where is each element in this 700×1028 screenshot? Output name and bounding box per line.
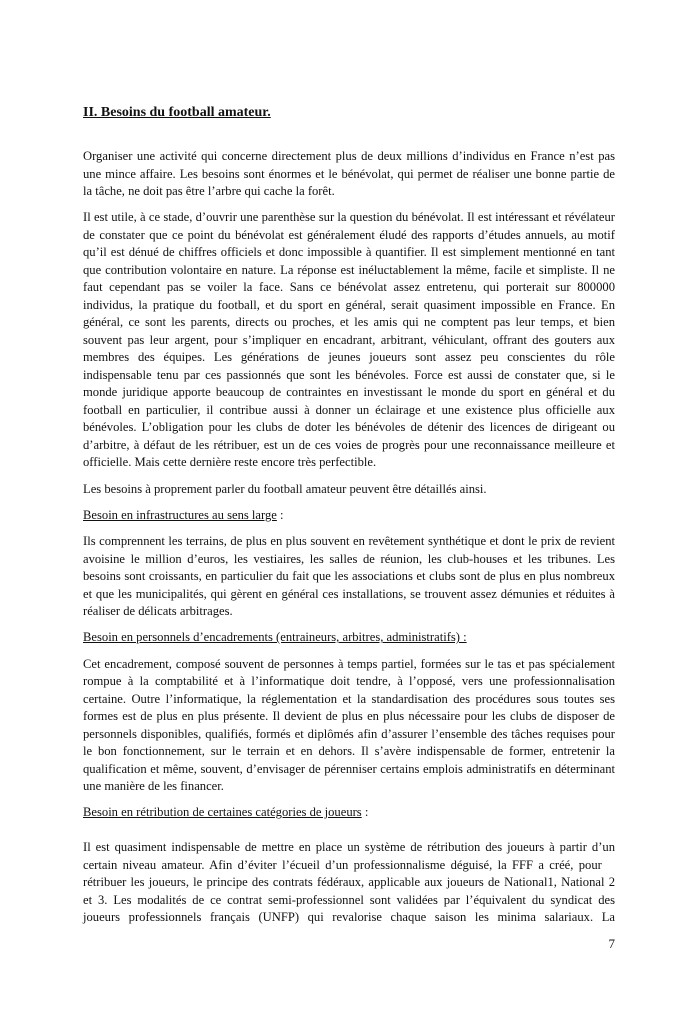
paragraph: [83, 148, 615, 201]
page-number: 7: [608, 936, 615, 951]
text-line: une manière de les financer.: [83, 779, 224, 793]
text-line: la tâche, ne doit pas être l’arbre qui cache la forêt.: [83, 184, 335, 198]
text-line: général, ce sont les parents, directs ou proches, et les amis qui ne comptent pas leur temps, et bien: [83, 315, 615, 330]
text-line: besoins sont croissants, en particulier du fait que les associations et clubs sont de plus en plus nombreux: [83, 569, 615, 583]
text-line: football en particulier, il contribue aussi à donner un éclairage et une existence plus officielle aux: [83, 402, 615, 417]
text-line: et que les municipalités, qui gèrent en général ces installations, se trouvent assez démunies et réduites à: [83, 586, 615, 601]
text-line: souvent pas leur argent, pour s’impliquer en encadrant, arbitrant, véhiculant, offrant des gouters aux: [83, 332, 615, 347]
text-line: Organiser une activité qui concerne directement plus de deux millions d’individus en France n’est pas: [83, 149, 615, 163]
text-line: et 3. Les modalités de ce contrat semi-professionnel sont validées par l’équivalent du syndicat des: [83, 892, 615, 907]
document-body: [83, 148, 615, 936]
text-line: indispensable tenu par ces passionnés que sont les bénévoles. Force est aussi de constater que, si le: [83, 367, 615, 382]
text-line: monde juridique apporte beaucoup de contraintes en investissant le monde du sport en général et du: [83, 385, 615, 400]
text-line: rétribuer les joueurs, le principe des contrats fédéraux, applicable aux joueurs de National1, National 2: [83, 875, 615, 890]
text-line: qu’il est dénué de chiffres officiels et donc impossible à quantifier. Il est simplement mentionné en tant: [83, 245, 615, 260]
text-line: rompue à la comptabilité et à l’informatique doit tendre, à l’opposé, vers une professionnalisation: [83, 674, 615, 688]
text-line: qualification et même, souvent, d’envisager de pérenniser certains emplois administratifs en déterminant: [83, 761, 615, 776]
paragraph: [83, 656, 615, 796]
text-line: officielle. Mais cette dernière reste encore très perfectible.: [83, 455, 377, 470]
subsection-heading: [83, 804, 615, 822]
text-line: d’arbitre, à défaut de les rétribuer, est un de ces voies de progrès pour une reconnaissance meilleure et: [83, 437, 615, 452]
text-line: réaliser de délicats arbitrages.: [83, 604, 233, 618]
text-line: faut cependant pas se voiler la face. Sans ce bénévolat assez entretenu, qui porterait sur 800000: [83, 280, 615, 295]
text-line: bénévoles. L’obligation pour les clubs de doter les bénévoles de détenir des licences de dirigeant ou: [83, 420, 615, 435]
text-line: certaine. Outre l’informatique, la réglementation et la standardisation des procédures sous toutes ses: [83, 691, 615, 706]
text-line: joueurs professionnels français (UNFP) qui revalorise chaque saison les minima salariaux. La: [83, 910, 615, 925]
subsection-heading-suffix: :: [276, 507, 284, 522]
text-line: Il est utile, à ce stade, d’ouvrir une parenthèse sur la question du bénévolat. Il est intéressant et révélateur: [83, 210, 615, 225]
text-line: Cet encadrement, composé souvent de personnes à temps partiel, formées sur le tas et pas spécialement: [83, 656, 615, 671]
subsection-heading-text: Besoin en personnels d’encadrements (entraineurs, arbitres, administratifs) :: [83, 630, 467, 645]
text-line: avoisine le million d’euros, les vestiaires, les salles de réunion, les club-houses et les tribunes. Les: [83, 551, 615, 566]
subsection-heading: [83, 507, 615, 525]
text-line: Les besoins à proprement parler du football amateur peuvent être détaillés ainsi.: [83, 481, 487, 496]
paragraph: [83, 839, 615, 927]
paragraph: [83, 481, 615, 499]
paragraph: [83, 533, 615, 621]
text-line: formes est de plus en plus présente. Il devient de plus en plus nécessaire pour les clubs de disposer de: [83, 709, 615, 723]
subsection-heading-suffix: :: [361, 805, 369, 820]
text-line: une mince affaire. Les besoins sont énormes et le bénévolat, qui permet de réaliser une bonne partie de: [83, 166, 615, 181]
subsection-heading-text: Besoin en rétribution de certaines catégories de joueurs: [83, 805, 362, 820]
text-line: Il est quasiment indispensable de mettre en place un système de rétribution des joueurs à partir d’un: [83, 840, 615, 855]
text-line: certain niveau amateur. Afin d’éviter l’écueil d’un professionnalisme déguisé, la FFF a créé, pour: [83, 857, 602, 872]
text-line: le bon fonctionnement, sur le terrain et en dehors. Il s’avère indispensable de former, entretenir la: [83, 744, 615, 758]
subsection-heading-text: Besoin en infrastructures au sens large: [83, 507, 277, 522]
subsection-heading: [83, 629, 615, 647]
text-line: individus, la pratique du football, et du sport en général, serait quasiment impossible en France. En: [83, 297, 615, 312]
text-line: membres des équipes. Les générations de jeunes joueurs sont assez peu conscientes du rôle: [83, 350, 615, 365]
text-line: que contribution volontaire en nature. La réponse est inéluctablement la même, facile et simpliste. Il ne: [83, 262, 615, 277]
text-line: Ils comprennent les terrains, de plus en plus souvent en revêtement synthétique et dont le prix de revient: [83, 534, 615, 548]
text-line: de constater que ce point du bénévolat est généralement éludé des rapports d’études annuels, au motif: [83, 227, 615, 242]
text-line: personnels disponibles, qualifiés, formés et diplômés afin d’assurer l’ensemble des tâches requises pour: [83, 726, 615, 741]
section-title: II. Besoins du football amateur.: [83, 105, 271, 120]
paragraph: [83, 209, 615, 472]
